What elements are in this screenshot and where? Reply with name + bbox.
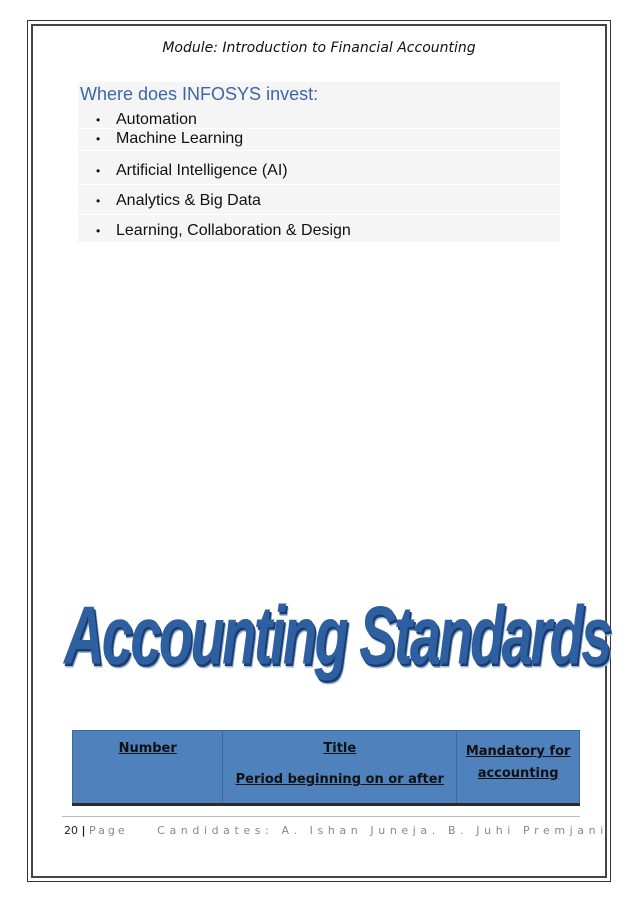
bullet-icon: • — [96, 164, 101, 178]
page-header: Module: Introduction to Financial Accounting — [162, 40, 476, 56]
list-item — [96, 192, 261, 210]
footer-separator: | — [81, 824, 86, 837]
bullet-icon: • — [96, 132, 101, 146]
candidates-line: Candidates: A. Ishan Juneja. B. Juhi Premjani — [157, 824, 608, 837]
table-bottom-rule — [72, 803, 580, 806]
header-cell-number — [73, 731, 223, 804]
standards-table — [72, 730, 580, 804]
header-cell-mandatory — [457, 731, 580, 804]
page-word: Page — [89, 824, 128, 837]
footer-divider — [62, 816, 580, 817]
list-item — [96, 130, 243, 148]
list-item-label: Artificial Intelligence (AI) — [116, 162, 288, 179]
table-header-row — [73, 731, 580, 804]
list-item — [96, 111, 197, 129]
row-divider — [78, 150, 560, 151]
page-footer — [64, 824, 608, 837]
section-title: Accounting Standards — [64, 589, 610, 682]
list-item-label: Learning, Collaboration & Design — [116, 222, 351, 239]
list-item — [96, 222, 351, 240]
list-item-label: Machine Learning — [116, 130, 244, 147]
header-title-label: Title — [323, 741, 357, 756]
list-item-label: Automation — [116, 111, 197, 128]
list-item — [96, 162, 288, 180]
header-mandatory-label: Mandatory for accounting — [465, 744, 571, 781]
row-divider — [78, 184, 560, 185]
page-number: 20 — [64, 824, 78, 837]
header-cell-title — [223, 731, 457, 804]
invest-heading: Where does INFOSYS invest: — [80, 84, 319, 104]
bullet-icon: • — [96, 224, 101, 238]
header-number-label: Number — [118, 741, 177, 756]
header-period-label: Period beginning on or after — [235, 772, 444, 787]
bullet-icon: • — [96, 113, 101, 127]
list-item-label: Analytics & Big Data — [116, 192, 261, 209]
row-divider — [78, 214, 560, 215]
bullet-icon: • — [96, 194, 101, 208]
